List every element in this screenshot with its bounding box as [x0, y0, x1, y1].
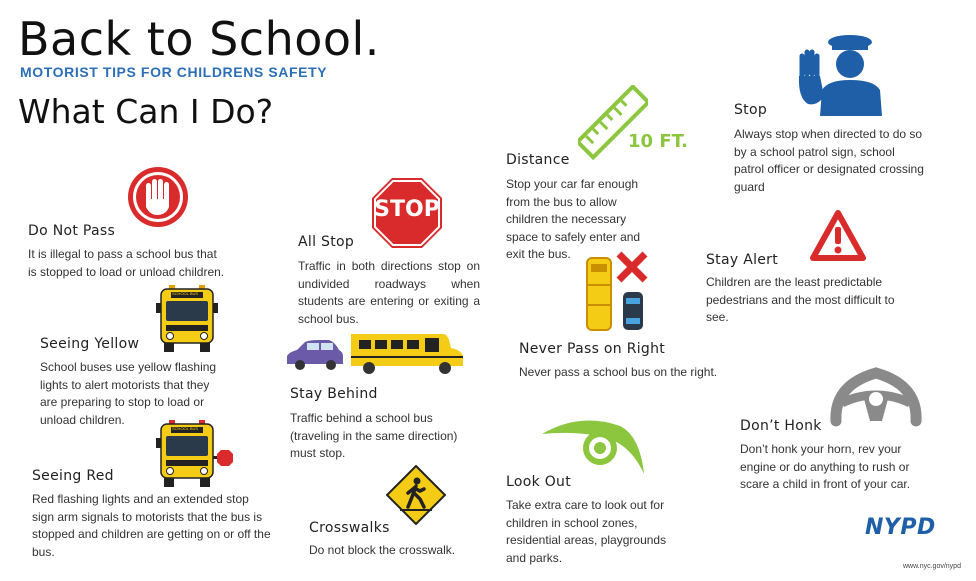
- ruler-label: 10 FT.: [628, 131, 688, 152]
- crosswalks-text: Do not block the crosswalk.: [309, 543, 456, 557]
- police-officer-icon: [788, 34, 888, 116]
- page-title: Back to School.: [18, 12, 380, 66]
- do-not-pass-text: It is illegal to pass a school bus that is stopped to load or unload children.: [28, 247, 225, 279]
- do-not-pass-title: Do Not Pass: [28, 223, 116, 239]
- page-subtitle: MOTORIST TIPS FOR CHILDRENS SAFETY: [20, 64, 328, 80]
- school-bus-stop-arm-icon: [155, 420, 235, 488]
- no-pass-right-icon: [583, 250, 655, 336]
- stop-text: Always stop when directed to do so by a school patrol sign, school patrol officer or designated crossing guard: [734, 127, 924, 194]
- crosswalks-title: Crosswalks: [309, 520, 390, 536]
- stay-alert-text: Children are the least predictable pedestrians and the most difficult to see.: [706, 275, 895, 324]
- stop-hand-icon: [126, 165, 190, 229]
- pedestrian-crossing-icon: [386, 465, 446, 525]
- seeing-yellow-text: School buses use yellow flashing lights to alert motorists that they are preparing to stop to load or unload children.: [40, 360, 217, 427]
- bus-label: SCHOOL BUS: [172, 291, 199, 296]
- stay-behind-text: Traffic behind a school bus (traveling in the same direction) must stop.: [290, 411, 458, 460]
- warning-icon: [810, 210, 866, 262]
- look-out-text: Take extra care to look out for children in school zones, residential areas, playgrounds and parks.: [506, 498, 667, 565]
- footer-url[interactable]: www.nyc.gov/nypd: [903, 563, 961, 570]
- never-pass-right-text: Never pass a school bus on the right.: [519, 365, 718, 379]
- stop-title: Stop: [734, 102, 768, 118]
- school-bus-front-icon: [155, 285, 219, 353]
- dont-honk-text: Don’t honk your horn, rev your engine or do anything to rush or scare a child in front of your car.: [740, 442, 911, 491]
- car-behind-bus-icon: [285, 330, 467, 376]
- dont-honk-title: Don’t Honk: [740, 418, 822, 434]
- steering-wheel-icon: [828, 365, 924, 427]
- stay-alert-title: Stay Alert: [706, 252, 779, 268]
- distance-text: Stop your car far enough from the bus to allow children the necessary space to safely enter and exit the bus.: [506, 177, 641, 261]
- seeing-red-text: Red flashing lights and an extended stop sign arm signals to motorists that the bus is stopped and children are getting on or off the bus.: [32, 492, 271, 559]
- eye-icon: [540, 418, 650, 476]
- stop-sign-icon: [371, 177, 443, 249]
- never-pass-right-title: Never Pass on Right: [519, 341, 666, 357]
- distance-title: Distance: [506, 152, 570, 168]
- look-out-title: Look Out: [506, 474, 572, 490]
- bus-label: SCHOOL BUS: [172, 426, 199, 431]
- stay-behind-title: Stay Behind: [290, 386, 378, 402]
- all-stop-title: All Stop: [298, 234, 355, 250]
- seeing-yellow-title: Seeing Yellow: [40, 336, 140, 352]
- nypd-logo: NYPD: [865, 515, 936, 540]
- all-stop-text: Traffic in both directions stop on undivided roadways when students are entering or exiting a school bus.: [298, 259, 480, 326]
- seeing-red-title: Seeing Red: [32, 468, 114, 484]
- section-heading: What Can I Do?: [18, 92, 274, 131]
- stop-sign-text: STOP: [374, 197, 440, 222]
